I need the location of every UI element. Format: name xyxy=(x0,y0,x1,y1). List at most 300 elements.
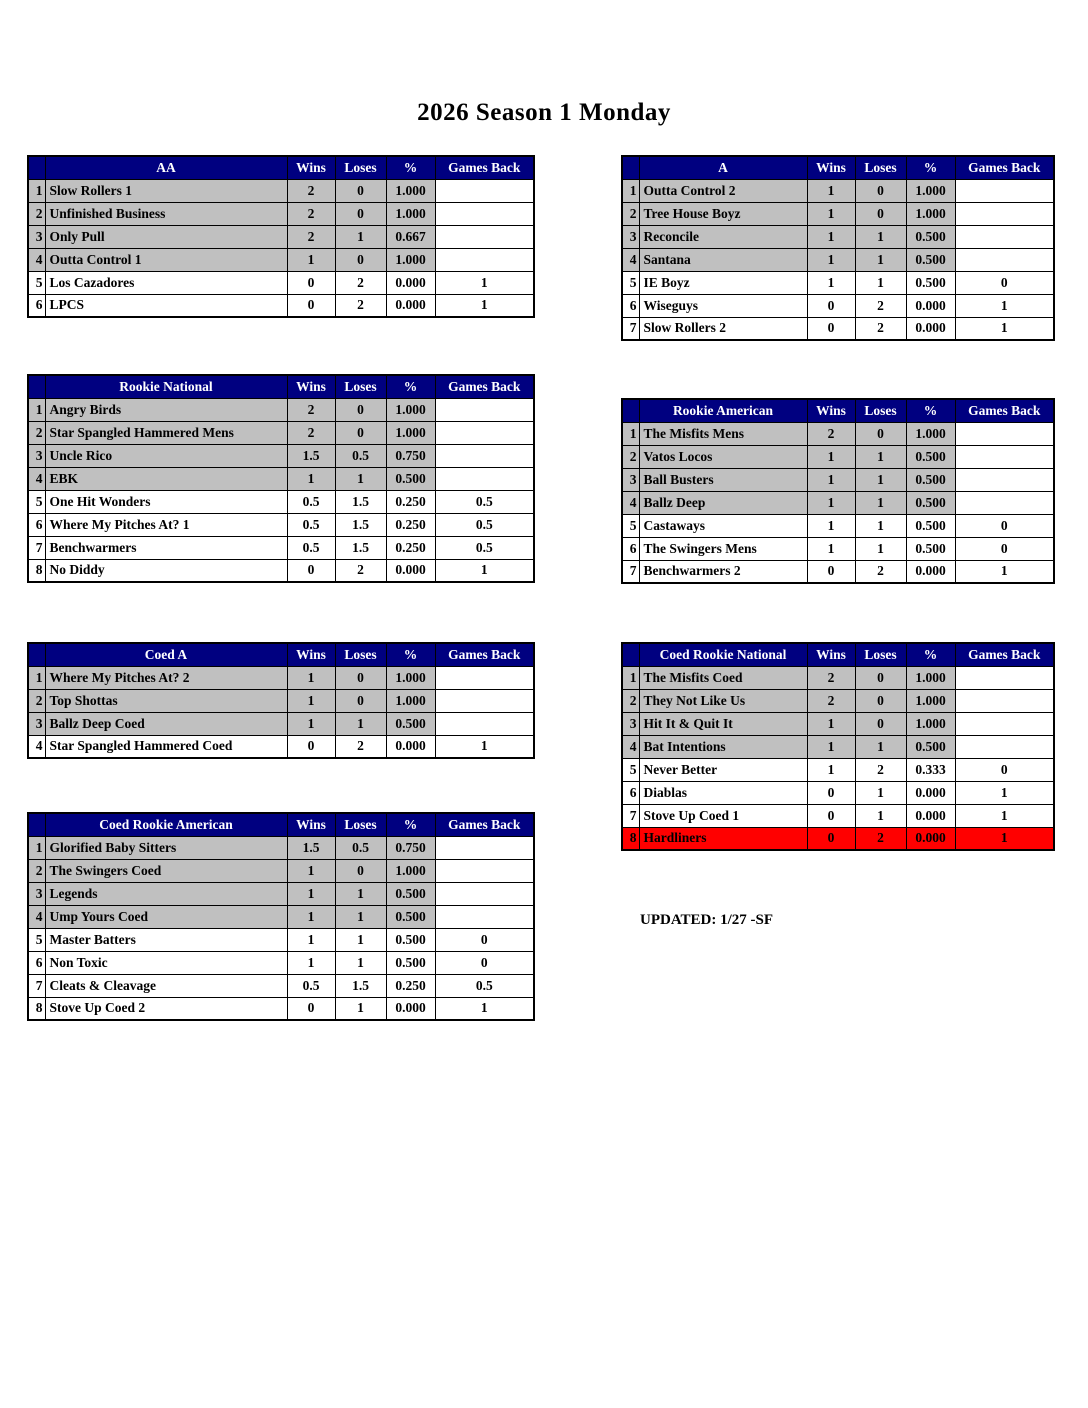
team-name-cell: Vatos Locos xyxy=(639,445,807,468)
games-back-cell xyxy=(435,905,534,928)
wins-cell: 2 xyxy=(287,202,335,225)
team-row xyxy=(28,689,534,712)
standings-table-coed-a xyxy=(27,642,535,759)
rank-cell: 3 xyxy=(28,712,45,735)
col-header-loses: Loses xyxy=(855,156,906,179)
loses-cell: 1 xyxy=(335,951,386,974)
rank-cell: 3 xyxy=(622,468,639,491)
col-header-wins: Wins xyxy=(287,156,335,179)
pct-cell: 0.500 xyxy=(386,467,435,490)
games-back-cell xyxy=(435,248,534,271)
team-row xyxy=(622,781,1054,804)
team-row xyxy=(28,859,534,882)
team-row xyxy=(622,666,1054,689)
rank-cell: 7 xyxy=(28,974,45,997)
division-name: Coed Rookie American xyxy=(45,813,287,836)
team-row xyxy=(28,179,534,202)
games-back-cell: 1 xyxy=(435,559,534,582)
team-name-cell: No Diddy xyxy=(45,559,287,582)
pct-cell: 0.500 xyxy=(386,905,435,928)
wins-cell: 1 xyxy=(807,468,855,491)
loses-cell: 0 xyxy=(335,398,386,421)
loses-cell: 2 xyxy=(335,271,386,294)
col-header-gb: Games Back xyxy=(435,156,534,179)
team-name-cell: Star Spangled Hammered Mens xyxy=(45,421,287,444)
team-row xyxy=(28,836,534,859)
games-back-cell: 1 xyxy=(955,294,1054,317)
pct-cell: 0.000 xyxy=(386,271,435,294)
pct-cell: 0.750 xyxy=(386,836,435,859)
header-row xyxy=(622,399,1054,422)
team-row xyxy=(28,398,534,421)
team-row xyxy=(622,294,1054,317)
standings-table-a xyxy=(621,155,1055,341)
team-name-cell: The Misfits Coed xyxy=(639,666,807,689)
col-header-gb: Games Back xyxy=(435,813,534,836)
col-header-pct: % xyxy=(906,399,955,422)
loses-cell: 2 xyxy=(855,294,906,317)
team-name-cell: Glorified Baby Sitters xyxy=(45,836,287,859)
wins-cell: 0 xyxy=(807,781,855,804)
team-name-cell: EBK xyxy=(45,467,287,490)
loses-cell: 0 xyxy=(335,859,386,882)
pct-cell: 0.000 xyxy=(386,997,435,1020)
col-header-pct: % xyxy=(906,643,955,666)
division-name: Rookie American xyxy=(639,399,807,422)
rank-cell: 5 xyxy=(622,514,639,537)
loses-cell: 0.5 xyxy=(335,444,386,467)
loses-cell: 0 xyxy=(335,248,386,271)
col-header-loses: Loses xyxy=(335,813,386,836)
team-name-cell: Stove Up Coed 1 xyxy=(639,804,807,827)
games-back-cell: 1 xyxy=(955,804,1054,827)
team-name-cell: Star Spangled Hammered Coed xyxy=(45,735,287,758)
games-back-cell xyxy=(955,689,1054,712)
games-back-cell xyxy=(955,666,1054,689)
division-name: Coed Rookie National xyxy=(639,643,807,666)
team-name-cell: The Swingers Mens xyxy=(639,537,807,560)
loses-cell: 0 xyxy=(335,202,386,225)
pct-cell: 0.500 xyxy=(906,537,955,560)
pct-cell: 1.000 xyxy=(906,666,955,689)
header-row xyxy=(28,643,534,666)
games-back-cell xyxy=(435,666,534,689)
col-header-wins: Wins xyxy=(807,643,855,666)
games-back-cell: 0.5 xyxy=(435,513,534,536)
team-row xyxy=(28,905,534,928)
team-name-cell: Benchwarmers 2 xyxy=(639,560,807,583)
team-name-cell: Bat Intentions xyxy=(639,735,807,758)
header-row xyxy=(28,375,534,398)
loses-cell: 1 xyxy=(335,225,386,248)
pct-cell: 1.000 xyxy=(386,689,435,712)
wins-cell: 1 xyxy=(287,689,335,712)
games-back-cell xyxy=(435,859,534,882)
team-row xyxy=(28,559,534,582)
loses-cell: 0 xyxy=(335,421,386,444)
games-back-cell: 0 xyxy=(955,758,1054,781)
wins-cell: 1 xyxy=(807,445,855,468)
games-back-cell: 0.5 xyxy=(435,490,534,513)
team-name-cell: Cleats & Cleavage xyxy=(45,974,287,997)
team-row xyxy=(622,758,1054,781)
col-header-pct: % xyxy=(386,156,435,179)
games-back-cell: 0.5 xyxy=(435,536,534,559)
wins-cell: 1 xyxy=(807,758,855,781)
col-header-pct: % xyxy=(386,643,435,666)
team-row xyxy=(622,827,1054,850)
games-back-cell: 0 xyxy=(435,951,534,974)
games-back-cell xyxy=(955,225,1054,248)
team-row xyxy=(622,514,1054,537)
games-back-cell xyxy=(435,836,534,859)
team-name-cell: Benchwarmers xyxy=(45,536,287,559)
wins-cell: 0 xyxy=(807,317,855,340)
rank-cell: 1 xyxy=(622,666,639,689)
wins-cell: 2 xyxy=(287,225,335,248)
team-row xyxy=(622,560,1054,583)
rank-cell: 6 xyxy=(622,781,639,804)
loses-cell: 1 xyxy=(855,271,906,294)
team-name-cell: IE Boyz xyxy=(639,271,807,294)
pct-cell: 0.000 xyxy=(906,781,955,804)
loses-cell: 2 xyxy=(855,560,906,583)
team-row xyxy=(28,882,534,905)
team-row xyxy=(28,467,534,490)
team-name-cell: Angry Birds xyxy=(45,398,287,421)
games-back-cell: 0 xyxy=(955,271,1054,294)
wins-cell: 0 xyxy=(807,294,855,317)
wins-cell: 2 xyxy=(807,422,855,445)
division-name: A xyxy=(639,156,807,179)
wins-cell: 0 xyxy=(807,560,855,583)
page-title: 2026 Season 1 Monday xyxy=(417,99,671,126)
col-header-loses: Loses xyxy=(855,643,906,666)
loses-cell: 1 xyxy=(855,468,906,491)
loses-cell: 0 xyxy=(855,666,906,689)
games-back-cell xyxy=(955,445,1054,468)
header-corner-cell xyxy=(28,375,45,398)
pct-cell: 0.250 xyxy=(386,536,435,559)
pct-cell: 0.000 xyxy=(906,560,955,583)
loses-cell: 0 xyxy=(855,202,906,225)
col-header-loses: Loses xyxy=(335,156,386,179)
rank-cell: 7 xyxy=(622,804,639,827)
rank-cell: 6 xyxy=(28,951,45,974)
pct-cell: 1.000 xyxy=(386,202,435,225)
rank-cell: 3 xyxy=(28,444,45,467)
team-name-cell: Ball Busters xyxy=(639,468,807,491)
rank-cell: 4 xyxy=(622,248,639,271)
rank-cell: 6 xyxy=(622,537,639,560)
header-row xyxy=(622,643,1054,666)
team-row xyxy=(28,735,534,758)
header-corner-cell xyxy=(622,399,639,422)
team-row xyxy=(28,974,534,997)
pct-cell: 1.000 xyxy=(906,202,955,225)
loses-cell: 0 xyxy=(855,689,906,712)
team-name-cell: Only Pull xyxy=(45,225,287,248)
pct-cell: 0.000 xyxy=(386,294,435,317)
rank-cell: 6 xyxy=(28,294,45,317)
team-name-cell: Outta Control 2 xyxy=(639,179,807,202)
games-back-cell: 0 xyxy=(955,537,1054,560)
rank-cell: 2 xyxy=(28,202,45,225)
team-name-cell: Where My Pitches At? 1 xyxy=(45,513,287,536)
pct-cell: 1.000 xyxy=(386,179,435,202)
wins-cell: 1 xyxy=(287,882,335,905)
team-row xyxy=(28,421,534,444)
col-header-wins: Wins xyxy=(807,156,855,179)
team-row xyxy=(28,490,534,513)
games-back-cell xyxy=(435,882,534,905)
standings-table-coed-rookie-american xyxy=(27,812,535,1021)
games-back-cell xyxy=(955,735,1054,758)
wins-cell: 1.5 xyxy=(287,444,335,467)
rank-cell: 6 xyxy=(622,294,639,317)
wins-cell: 2 xyxy=(807,666,855,689)
pct-cell: 0.500 xyxy=(386,882,435,905)
pct-cell: 1.000 xyxy=(386,421,435,444)
pct-cell: 0.250 xyxy=(386,490,435,513)
team-row xyxy=(622,712,1054,735)
col-header-wins: Wins xyxy=(287,643,335,666)
games-back-cell: 0.5 xyxy=(435,974,534,997)
games-back-cell xyxy=(435,689,534,712)
standings-table-coed-rookie-national xyxy=(621,642,1055,851)
rank-cell: 5 xyxy=(622,758,639,781)
loses-cell: 2 xyxy=(855,758,906,781)
rank-cell: 1 xyxy=(622,422,639,445)
rank-cell: 2 xyxy=(622,445,639,468)
pct-cell: 0.250 xyxy=(386,513,435,536)
wins-cell: 1 xyxy=(287,951,335,974)
team-name-cell: Uncle Rico xyxy=(45,444,287,467)
team-row xyxy=(622,225,1054,248)
team-name-cell: Never Better xyxy=(639,758,807,781)
col-header-loses: Loses xyxy=(855,399,906,422)
loses-cell: 1 xyxy=(855,804,906,827)
wins-cell: 0 xyxy=(287,997,335,1020)
wins-cell: 1 xyxy=(807,491,855,514)
team-row xyxy=(28,928,534,951)
wins-cell: 0.5 xyxy=(287,536,335,559)
pct-cell: 0.500 xyxy=(906,271,955,294)
loses-cell: 1 xyxy=(335,712,386,735)
wins-cell: 0 xyxy=(287,735,335,758)
wins-cell: 1 xyxy=(807,271,855,294)
rank-cell: 1 xyxy=(28,666,45,689)
team-row xyxy=(622,491,1054,514)
loses-cell: 1 xyxy=(335,905,386,928)
wins-cell: 1.5 xyxy=(287,836,335,859)
wins-cell: 2 xyxy=(287,421,335,444)
loses-cell: 0 xyxy=(335,666,386,689)
team-row xyxy=(28,513,534,536)
team-row xyxy=(622,689,1054,712)
loses-cell: 1 xyxy=(855,781,906,804)
header-corner-cell xyxy=(28,156,45,179)
team-row xyxy=(28,666,534,689)
loses-cell: 0 xyxy=(335,179,386,202)
loses-cell: 2 xyxy=(335,735,386,758)
loses-cell: 0 xyxy=(335,689,386,712)
wins-cell: 1 xyxy=(287,467,335,490)
rank-cell: 5 xyxy=(622,271,639,294)
team-name-cell: Top Shottas xyxy=(45,689,287,712)
wins-cell: 0 xyxy=(807,827,855,850)
rank-cell: 1 xyxy=(28,836,45,859)
team-row xyxy=(28,444,534,467)
rank-cell: 4 xyxy=(28,467,45,490)
games-back-cell: 1 xyxy=(955,560,1054,583)
loses-cell: 1 xyxy=(335,997,386,1020)
wins-cell: 1 xyxy=(807,202,855,225)
team-row xyxy=(622,422,1054,445)
team-row xyxy=(28,536,534,559)
team-row xyxy=(622,179,1054,202)
team-name-cell: Tree House Boyz xyxy=(639,202,807,225)
rank-cell: 8 xyxy=(622,827,639,850)
loses-cell: 1 xyxy=(855,225,906,248)
wins-cell: 0.5 xyxy=(287,490,335,513)
pct-cell: 1.000 xyxy=(386,859,435,882)
rank-cell: 7 xyxy=(28,536,45,559)
loses-cell: 0 xyxy=(855,422,906,445)
team-name-cell: Hardliners xyxy=(639,827,807,850)
team-row xyxy=(622,317,1054,340)
games-back-cell xyxy=(955,179,1054,202)
division-name: Rookie National xyxy=(45,375,287,398)
pct-cell: 0.500 xyxy=(906,468,955,491)
rank-cell: 4 xyxy=(28,248,45,271)
standings-table-aa xyxy=(27,155,535,318)
wins-cell: 1 xyxy=(807,248,855,271)
pct-cell: 0.500 xyxy=(906,248,955,271)
wins-cell: 0.5 xyxy=(287,974,335,997)
rank-cell: 5 xyxy=(28,928,45,951)
pct-cell: 1.000 xyxy=(906,712,955,735)
wins-cell: 1 xyxy=(287,905,335,928)
games-back-cell: 1 xyxy=(955,781,1054,804)
wins-cell: 0 xyxy=(807,804,855,827)
col-header-gb: Games Back xyxy=(955,399,1054,422)
rank-cell: 2 xyxy=(622,202,639,225)
games-back-cell: 0 xyxy=(955,514,1054,537)
loses-cell: 1.5 xyxy=(335,974,386,997)
team-row xyxy=(28,951,534,974)
wins-cell: 1 xyxy=(287,666,335,689)
wins-cell: 1 xyxy=(287,928,335,951)
loses-cell: 1 xyxy=(855,445,906,468)
team-name-cell: Slow Rollers 2 xyxy=(639,317,807,340)
pct-cell: 0.250 xyxy=(386,974,435,997)
team-name-cell: Los Cazadores xyxy=(45,271,287,294)
pct-cell: 0.000 xyxy=(386,559,435,582)
wins-cell: 0 xyxy=(287,271,335,294)
team-name-cell: Santana xyxy=(639,248,807,271)
loses-cell: 0 xyxy=(855,712,906,735)
col-header-wins: Wins xyxy=(287,813,335,836)
team-name-cell: The Misfits Mens xyxy=(639,422,807,445)
wins-cell: 1 xyxy=(287,248,335,271)
wins-cell: 2 xyxy=(287,398,335,421)
games-back-cell xyxy=(435,179,534,202)
team-row xyxy=(622,804,1054,827)
col-header-loses: Loses xyxy=(335,375,386,398)
wins-cell: 1 xyxy=(807,179,855,202)
games-back-cell: 1 xyxy=(435,735,534,758)
games-back-cell xyxy=(955,248,1054,271)
rank-cell: 3 xyxy=(28,225,45,248)
team-name-cell: Stove Up Coed 2 xyxy=(45,997,287,1020)
loses-cell: 1 xyxy=(335,467,386,490)
rank-cell: 7 xyxy=(622,317,639,340)
team-row xyxy=(622,202,1054,225)
team-name-cell: Outta Control 1 xyxy=(45,248,287,271)
team-name-cell: Slow Rollers 1 xyxy=(45,179,287,202)
team-name-cell: LPCS xyxy=(45,294,287,317)
division-name: Coed A xyxy=(45,643,287,666)
rank-cell: 3 xyxy=(622,225,639,248)
rank-cell: 1 xyxy=(622,179,639,202)
rank-cell: 2 xyxy=(28,859,45,882)
games-back-cell xyxy=(435,712,534,735)
rank-cell: 1 xyxy=(28,179,45,202)
pct-cell: 1.000 xyxy=(386,248,435,271)
col-header-gb: Games Back xyxy=(955,156,1054,179)
loses-cell: 1 xyxy=(335,928,386,951)
wins-cell: 1 xyxy=(807,514,855,537)
header-row xyxy=(28,813,534,836)
games-back-cell xyxy=(435,225,534,248)
games-back-cell xyxy=(435,467,534,490)
loses-cell: 2 xyxy=(335,559,386,582)
pct-cell: 1.000 xyxy=(386,398,435,421)
team-row xyxy=(622,468,1054,491)
wins-cell: 0 xyxy=(287,559,335,582)
team-name-cell: Ballz Deep xyxy=(639,491,807,514)
loses-cell: 0 xyxy=(855,179,906,202)
wins-cell: 1 xyxy=(807,225,855,248)
games-back-cell xyxy=(435,444,534,467)
rank-cell: 6 xyxy=(28,513,45,536)
team-name-cell: They Not Like Us xyxy=(639,689,807,712)
loses-cell: 1 xyxy=(335,882,386,905)
rank-cell: 4 xyxy=(622,735,639,758)
loses-cell: 2 xyxy=(855,827,906,850)
games-back-cell: 1 xyxy=(435,997,534,1020)
wins-cell: 1 xyxy=(287,859,335,882)
header-row xyxy=(622,156,1054,179)
team-row xyxy=(28,225,534,248)
wins-cell: 1 xyxy=(807,735,855,758)
loses-cell: 1 xyxy=(855,537,906,560)
header-corner-cell xyxy=(28,643,45,666)
team-name-cell: Castaways xyxy=(639,514,807,537)
team-row xyxy=(28,271,534,294)
team-name-cell: Master Batters xyxy=(45,928,287,951)
pct-cell: 1.000 xyxy=(906,422,955,445)
loses-cell: 1 xyxy=(855,491,906,514)
wins-cell: 0.5 xyxy=(287,513,335,536)
team-name-cell: Wiseguys xyxy=(639,294,807,317)
rank-cell: 4 xyxy=(622,491,639,514)
wins-cell: 1 xyxy=(807,537,855,560)
rank-cell: 3 xyxy=(28,882,45,905)
loses-cell: 1.5 xyxy=(335,536,386,559)
col-header-gb: Games Back xyxy=(955,643,1054,666)
